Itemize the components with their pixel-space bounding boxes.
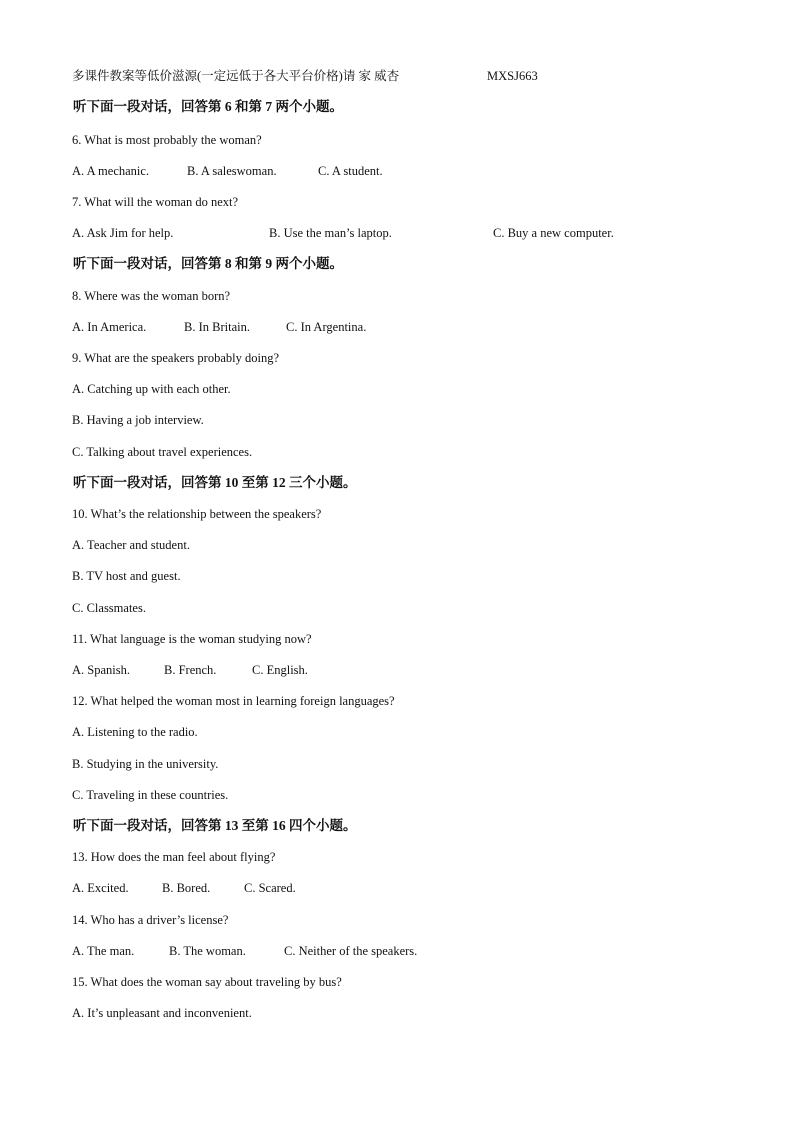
question-10: 10. What’s the relationship between the speakers? [72,507,322,521]
question-12: 12. What helped the woman most in learning foreign languages? [72,694,395,708]
section-heading: 听下面一段对话，回答第 13 至第 16 四个小题。 [73,818,357,833]
option-a: A. Ask Jim for help. [72,226,174,240]
question-7: 7. What will the woman do next? [72,195,239,209]
question-14: 14. Who has a driver’s license? [72,913,229,927]
option-a: A. It’s unpleasant and inconvenient. [72,1006,252,1020]
option-c: C. In Argentina. [286,320,367,334]
option-c: C. Traveling in these countries. [72,788,229,802]
option-c: C. Scared. [244,881,296,895]
option-c: C. Classmates. [72,601,146,615]
option-b: B. French. [164,663,217,677]
header-code: MXSJ663 [487,69,538,83]
option-a: A. Listening to the radio. [72,725,198,739]
section-heading: 听下面一段对话，回答第 6 和第 7 两个小题。 [73,99,343,114]
option-c: C. A student. [318,164,383,178]
question-8: 8. Where was the woman born? [72,289,231,303]
section-heading: 听下面一段对话，回答第 8 和第 9 两个小题。 [73,256,343,271]
option-b: B. TV host and guest. [72,569,181,583]
option-b: B. The woman. [169,944,246,958]
page-header [72,68,538,84]
option-c: C. Talking about travel experiences. [72,445,253,459]
option-b: B. Use the man’s laptop. [269,226,392,240]
option-b: B. A saleswoman. [187,164,277,178]
option-a: A. Teacher and student. [72,538,190,552]
option-c: C. Buy a new computer. [493,226,614,240]
option-a: A. In America. [72,320,147,334]
option-c: C. English. [252,663,308,677]
option-b: B. In Britain. [184,320,250,334]
question-11: 11. What language is the woman studying now? [72,632,312,646]
header-text: 多课件教案等低价滋源(一定远低于各大平台价格)请 家 威杏 [72,69,400,83]
question-6: 6. What is most probably the woman? [72,133,262,147]
option-a: A. A mechanic. [72,164,150,178]
option-a: A. Excited. [72,881,129,895]
option-b: B. Bored. [162,881,211,895]
section-heading: 听下面一段对话，回答第 10 至第 12 三个小题。 [73,475,357,490]
option-a: A. The man. [72,944,135,958]
option-a: A. Spanish. [72,663,130,677]
option-b: B. Having a job interview. [72,413,204,427]
option-b: B. Studying in the university. [72,757,219,771]
option-a: A. Catching up with each other. [72,382,231,396]
question-13: 13. How does the man feel about flying? [72,850,276,864]
option-c: C. Neither of the speakers. [284,944,418,958]
question-9: 9. What are the speakers probably doing? [72,351,279,365]
question-15: 15. What does the woman say about traveling by bus? [72,975,342,989]
